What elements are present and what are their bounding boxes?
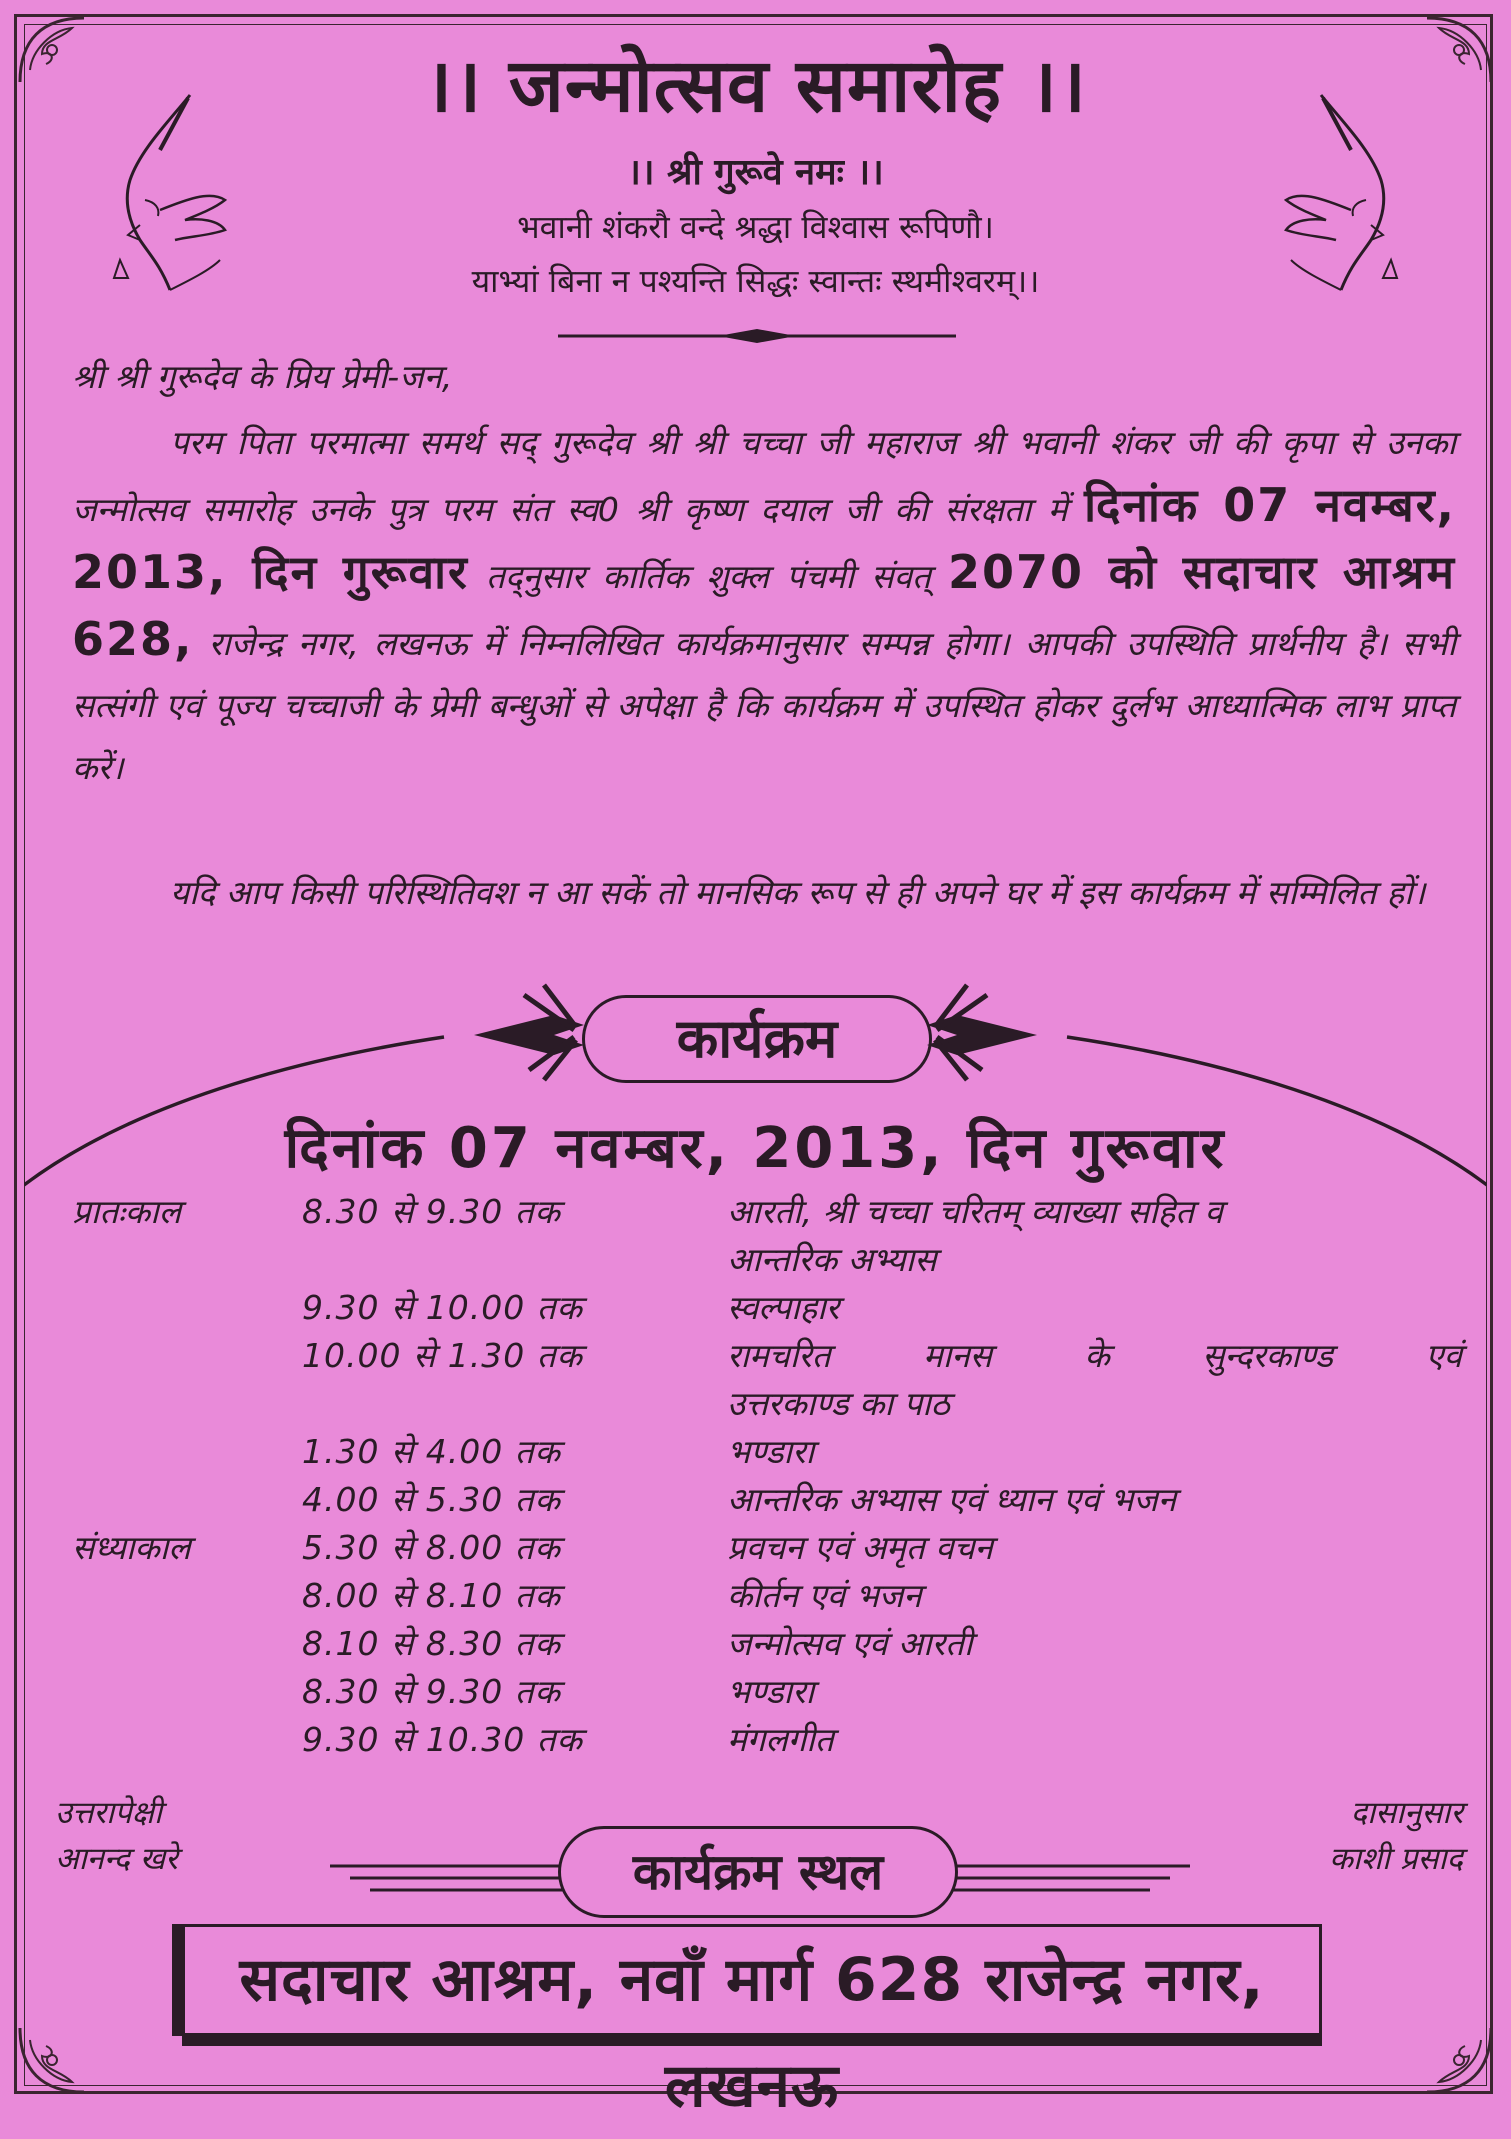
samvat-venue-inline: 2070 को सदाचार आश्रम 628,: [72, 545, 1456, 666]
sender-right: [1329, 1790, 1463, 1882]
schedule-activity: आरती, श्री चच्चा चरितम् व्याख्या सहित व: [727, 1192, 1223, 1231]
schedule-time: 8.10 से 8.30 तक: [302, 1624, 561, 1663]
verse-line-1: भवानी शंकरौ वन्दे श्रद्धा विश्वास रूपिणौ।: [517, 208, 994, 246]
schedule-time: 9.30 से 10.30 तक: [302, 1720, 583, 1759]
corner-ornament-icon: [1419, 2020, 1499, 2100]
schedule-activity-continued: आन्तरिक अभ्यास: [727, 1240, 937, 1279]
schedule-time: 4.00 से 5.30 तक: [302, 1480, 561, 1519]
schedule-activity: प्रवचन एवं अमृत वचन: [727, 1528, 993, 1567]
schedule-row: [72, 1572, 1462, 1620]
schedule-activity: भण्डारा: [727, 1672, 815, 1711]
schedule-time: 5.30 से 8.00 तक: [302, 1528, 561, 1567]
schedule-period: संध्याकाल: [72, 1528, 191, 1567]
schedule-activity-continued: उत्तरकाण्ड का पाठ: [727, 1384, 950, 1423]
program-date: दिनांक 07 नवम्बर, 2013, दिन गुरूवार: [284, 1116, 1227, 1181]
schedule-row: [72, 1620, 1462, 1668]
schedule-row: [72, 1524, 1462, 1572]
absence-paragraph: [72, 866, 1456, 920]
schedule-activity: रामचरित मानस के सुन्दरकाण्ड एवं: [727, 1336, 1462, 1375]
divider-ornament: [558, 326, 956, 346]
schedule-time: 9.30 से 10.00 तक: [302, 1288, 583, 1327]
schedule-period: प्रातःकाल: [72, 1192, 182, 1231]
schedule-activity: भण्डारा: [727, 1432, 815, 1471]
schedule-time: 8.00 से 8.10 तक: [302, 1576, 561, 1615]
invitation-paragraph: [72, 412, 1456, 799]
salutation: श्री श्री गुरूदेव के प्रिय प्रेमी-जन,: [72, 357, 453, 396]
sender-right-role: दासानुसार: [1350, 1795, 1463, 1831]
schedule-row: [72, 1284, 1462, 1332]
sender-left: [55, 1790, 178, 1882]
page-title: ।। जन्मोत्सव समारोह ।।: [424, 43, 1087, 129]
sender-right-name: काशी प्रसाद: [1329, 1841, 1463, 1877]
para1-text-c: राजेन्द्र नगर, लखनऊ में निम्नलिखित कार्यक्रमानुसार सम्पन्न होगा। आपकी उपस्थिति प्रार्थनीय है। सभी सत्संगी एवं पूज्य चच्चाजी के प्रेमी बन्धुओं से अपेक्षा है कि कार्यक्रम में उपस्थित होकर दुर्लभ आध्यात्मिक लाभ प्राप्त करें।: [72, 624, 1456, 787]
para2-text: यदि आप किसी परिस्थितिवश न आ सकें तो मानसिक रूप से ही अपने घर में इस कार्यक्रम में सम्मिलित हों।: [170, 873, 1426, 912]
para1-text-b: तद्नुसार कार्तिक शुक्ल पंचमी संवत्: [486, 557, 931, 596]
schedule-row: [72, 1668, 1462, 1716]
sender-left-name: आनन्द खरे: [55, 1841, 178, 1877]
schedule-activity: मंगलगीत: [727, 1720, 834, 1759]
schedule-activity: स्वल्पाहार: [727, 1288, 840, 1327]
para1-text-a: परम पिता परमात्मा समर्थ सद् गुरूदेव श्री श्री चच्चा जी महाराज श्री भवानी शंकर जी की कृपा से उनका जन्मोत्सव समारोह उनके पुत्र परम संत स्व0 श्री कृष्ण दयाल जी की संरक्षता में: [72, 423, 1456, 529]
schedule-row: [72, 1332, 1462, 1428]
schedule-time: 8.30 से 9.30 तक: [302, 1192, 561, 1231]
schedule-table: [72, 1188, 1462, 1764]
schedule-row: [72, 1476, 1462, 1524]
schedule-activity: आन्तरिक अभ्यास एवं ध्यान एवं भजन: [727, 1480, 1177, 1519]
schedule-activity: कीर्तन एवं भजन: [727, 1576, 922, 1615]
corner-ornament-icon: [12, 2020, 92, 2100]
venue-address: सदाचार आश्रम, नवाँ मार्ग 628 राजेन्द्र नगर, लखनऊ: [182, 1924, 1322, 2036]
program-heading: कार्यक्रम: [582, 995, 932, 1083]
event-date-inline: दिनांक 07 नवम्बर, 2013, दिन गुरूवार: [72, 478, 1456, 599]
verse-line-2: याभ्यां बिना न पश्यन्ति सिद्धः स्वान्तः स्थमीश्वरम्।।: [471, 262, 1040, 300]
schedule-row: [72, 1716, 1462, 1764]
schedule-time: 1.30 से 4.00 तक: [302, 1432, 561, 1471]
invocation-line: ।। श्री गुरूवे नमः ।।: [627, 152, 884, 193]
schedule-row: [72, 1428, 1462, 1476]
schedule-activity: जन्मोत्सव एवं आरती: [727, 1624, 973, 1663]
venue-heading: कार्यक्रम स्थल: [558, 1826, 958, 1918]
sender-left-role: उत्तरापेक्षी: [55, 1795, 162, 1831]
schedule-row: [72, 1188, 1462, 1284]
schedule-time: 8.30 से 9.30 तक: [302, 1672, 561, 1711]
schedule-time: 10.00 से 1.30 तक: [302, 1336, 583, 1375]
